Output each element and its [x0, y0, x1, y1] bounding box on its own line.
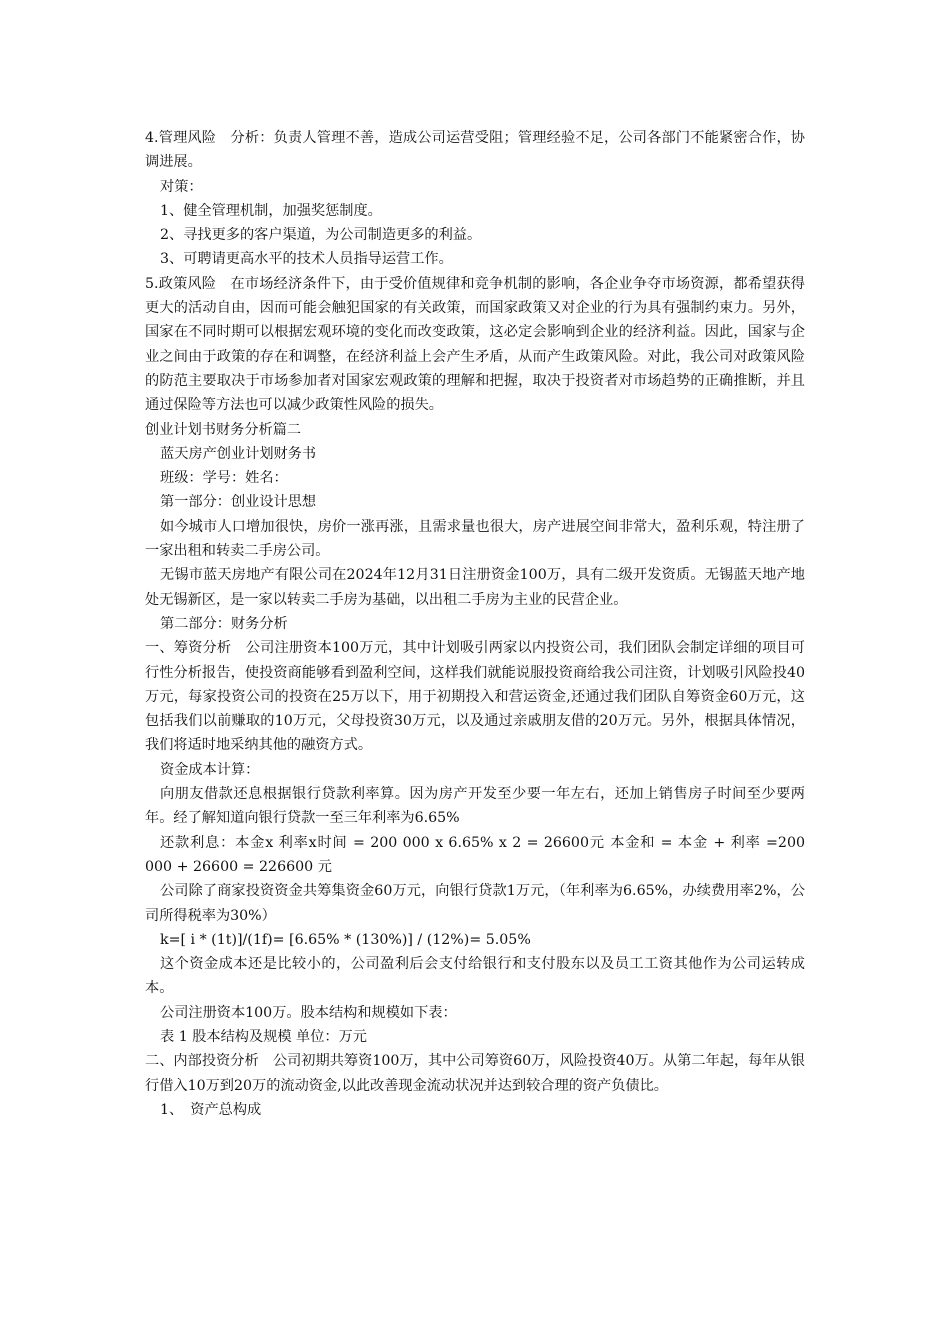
paragraph-13: 第二部分：财务分析 [160, 615, 288, 632]
paragraph-8: 蓝天房产创业计划财务书 [160, 445, 317, 462]
paragraph-6: 5.政策风险 在市场经济条件下，由于受价值规律和竞争机制的影响，各企业争夺市场资源，都希望获得更大的活动自由，因而可能会触犯国家的有关政策，而国家政策又对企业的行为具有强制约束力。另外，国家在不同时期可以根据宏观环境的变化而改变政策，这必定会影响到企业的经济利益。因此，国家与企业之间由于政策的存在和调整，在经济利益上会产生矛盾，从而产生政策风险。对此，我公司对政策风险的防范主要取决于市场参加者对国家宏观政策的理解和把握，取决于投资者对市场趋势的正确推断，并且通过保险等方法也可以减少政策性风险的损失。 [145, 275, 805, 414]
paragraph-18: 公司除了商家投资资金共筹集资金60万元，向银行贷款1万元，（年利率为6.65%，办续费用率2%，公司所得税率为30%） [145, 883, 805, 924]
document-body [145, 126, 805, 1122]
paragraph-5: 3、可聘请更高水平的技术人员指导运营工作。 [160, 251, 453, 268]
paragraph-24: 1、 资产总构成 [160, 1101, 262, 1118]
paragraph-11: 如今城市人口增加很快，房价一涨再涨，且需求量也很大，房产进展空间非常大，盈利乐观，特注册了一家出租和转卖二手房公司。 [145, 518, 805, 560]
paragraph-20: 这个资金成本还是比较小的，公司盈利后会支付给银行和支付股东以及员工工资其他作为公司运转成本。 [145, 956, 805, 997]
paragraph-2: 对策： [160, 178, 203, 195]
paragraph-12: 无锡市蓝天房地产有限公司在2024年12月31日注册资金100万，具有二级开发资质。无锡蓝天地产地处无锡新区，是一家以转卖二手房为基础，以出租二手房为主业的民营企业。 [145, 567, 805, 608]
paragraph-14: 一、筹资分析 公司注册资本100万元，其中计划吸引两家以内投资公司，我们团队会制定详细的项目可行性分析报告，使投资商能够看到盈利空间，这样我们就能说服投资商给我公司注资，计划吸引风险投40万元，每家投资公司的投资在25万以下，用于初期投入和营运资金,还通过我们团队自筹资金60万元，这包括我们以前赚取的10万元，父母投资30万元，以及通过亲戚朋友借的20万元。另外，根据具体情况，我们将适时地采纳其他的融资方式。 [145, 640, 805, 754]
paragraph-19: k=[ i * (1t)]/(1f)= [6.65% * (130%)] / (12%)= 5.05% [160, 931, 531, 948]
paragraph-1: 4.管理风险 分析：负责人管理不善，造成公司运营受阻；管理经验不足，公司各部门不能紧密合作，协调进展。 [145, 130, 805, 171]
paragraph-21: 公司注册资本100万。股本结构和规模如下表： [160, 1004, 457, 1021]
paragraph-16: 向朋友借款还息根据银行贷款利率算。因为房产开发至少要一年左右，还加上销售房子时间至少要两年。经了解知道向银行贷款一至三年利率为6.65% [145, 786, 805, 827]
paragraph-22: 表 1 股本结构及规模 单位：万元 [160, 1028, 367, 1045]
paragraph-10: 第一部分：创业设计思想 [160, 494, 317, 511]
paragraph-7: 创业计划书财务分析篇二 [145, 421, 302, 438]
paragraph-4: 2、寻找更多的客户渠道，为公司制造更多的利益。 [160, 227, 482, 244]
paragraph-3: 1、健全管理机制，加强奖惩制度。 [160, 202, 382, 219]
paragraph-23: 二、内部投资分析 公司初期共筹资100万，其中公司筹资60万，风险投资40万。从第二年起，每年从银行借入10万到20万的流动资金,以此改善现金流动状况并达到较合理的资产负债比。 [145, 1053, 805, 1094]
paragraph-9: 班级：学号：姓名： [160, 470, 288, 487]
paragraph-17: 还款利息：本金x 利率x时间 = 200 000 x 6.65% x 2 = 26600元 本金和 = 本金 + 利率 =200 000 + 26600 = 226600 元 [145, 834, 805, 875]
paragraph-15: 资金成本计算： [160, 761, 260, 778]
